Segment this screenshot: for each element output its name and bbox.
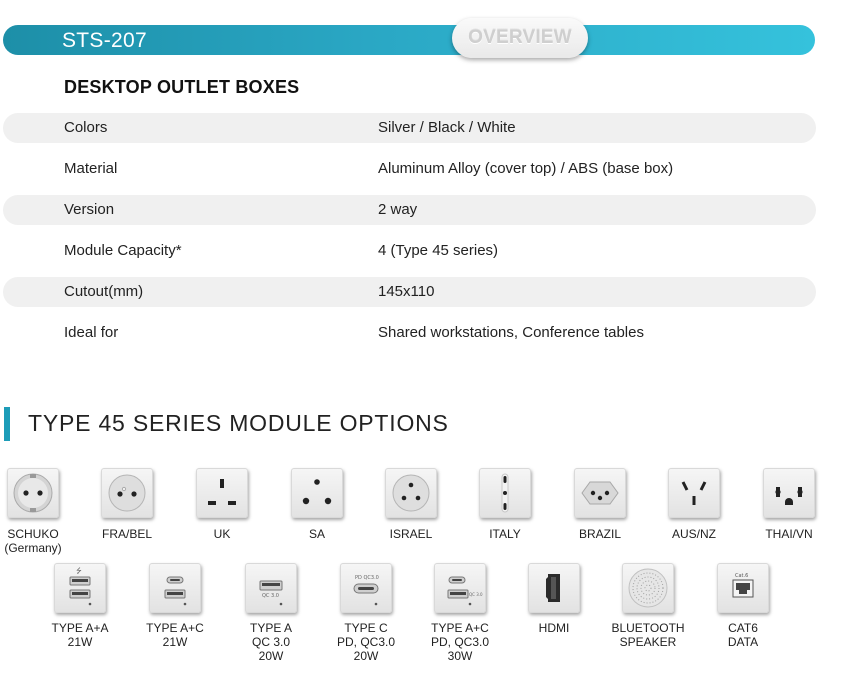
module-label-type-a-c-pd [412, 621, 508, 663]
module-tile-type-a-c[interactable] [149, 563, 201, 613]
model-title: STS-207 [62, 29, 147, 52]
module-tile-type-a-a[interactable] [54, 563, 106, 613]
module-tile-bluetooth-speaker[interactable] [622, 563, 674, 613]
module-label-line: HDMI [538, 621, 570, 635]
pd-badge-text: PD QC3.0 [355, 575, 379, 581]
qc-badge-text: QC 3.0 [469, 592, 483, 597]
module-tile-type-c-pd[interactable] [340, 563, 392, 613]
module-label-line: BLUETOOTH [611, 621, 685, 635]
spec-value: Silver / Black / White [378, 119, 516, 136]
module-tile-cat6-data[interactable] [717, 563, 769, 613]
svg-text:⭍: ⭍ [76, 567, 82, 575]
spec-row-version [3, 195, 816, 225]
spec-row-cutout [3, 277, 816, 307]
spec-row-colors [3, 113, 816, 143]
module-tile-brazil[interactable] [574, 468, 626, 518]
spec-value: 2 way [378, 201, 418, 218]
module-label-line: CAT6 [728, 621, 758, 635]
module-label-brazil [552, 527, 648, 541]
module-tile-sa[interactable] [291, 468, 343, 518]
module-label-line: AUS/NZ [671, 527, 716, 541]
israel-socket-icon [385, 468, 437, 518]
module-label-line: ISRAEL [389, 527, 433, 541]
module-label-hdmi [506, 621, 602, 635]
module-label-line: UK [213, 527, 231, 541]
spec-label: Colors [64, 119, 108, 136]
spec-value: Aluminum Alloy (cover top) / ABS (base box) [378, 160, 674, 177]
module-tile-fra-bel[interactable] [101, 468, 153, 518]
module-label-fra-bel [79, 527, 175, 541]
section-title: TYPE 45 SERIES MODULE OPTIONS [28, 410, 449, 436]
usb-a-c-pd-icon [434, 563, 486, 613]
spec-label: Module Capacity* [64, 242, 182, 259]
module-label-line: 20W [353, 649, 379, 663]
schuko-socket-icon [7, 468, 59, 518]
sa-socket-icon [291, 468, 343, 518]
spec-value: 4 (Type 45 series) [378, 242, 499, 259]
spec-label: Cutout(mm) [64, 283, 144, 300]
module-tile-aus-nz[interactable] [668, 468, 720, 518]
module-label-thai-vn [741, 527, 837, 541]
module-tile-type-a-qc[interactable] [245, 563, 297, 613]
cat6-badge-text: Cat.6 [735, 573, 749, 579]
module-label-line: PD, QC3.0 [430, 635, 490, 649]
module-label-line: 21W [67, 635, 93, 649]
module-label-line: SCHUKO [7, 527, 59, 541]
module-tile-schuko[interactable] [7, 468, 59, 518]
spec-row-module-capacity [3, 236, 816, 266]
spec-value: Shared workstations, Conference tables [378, 324, 644, 341]
module-label-type-c-pd [318, 621, 414, 663]
qc-badge-text: QC 3.0 [262, 593, 279, 599]
product-heading: DESKTOP OUTLET BOXES [64, 77, 300, 97]
spec-value: 145x110 [378, 283, 435, 300]
module-tile-type-a-c-pd[interactable] [434, 563, 486, 613]
spec-label: Ideal for [64, 324, 119, 341]
brazil-socket-icon [574, 468, 626, 518]
usb-a-qc-icon [245, 563, 297, 613]
module-label-schuko [0, 527, 81, 555]
module-label-type-a-qc [223, 621, 319, 663]
usb-c-pd-icon [340, 563, 392, 613]
module-label-line: THAI/VN [765, 527, 813, 541]
module-tile-italy[interactable] [479, 468, 531, 518]
module-label-sa [269, 527, 365, 541]
spec-row-ideal-for [3, 318, 816, 348]
module-label-line: TYPE A+C [146, 621, 204, 635]
hdmi-icon [528, 563, 580, 613]
tab-overview[interactable]: OVERVIEW [452, 18, 588, 58]
module-label-line: ITALY [489, 527, 521, 541]
module-label-line: DATA [727, 635, 759, 649]
module-label-line: TYPE C [344, 621, 388, 635]
module-label-italy [457, 527, 553, 541]
usb-a-a-icon [54, 563, 106, 613]
spec-row-material [3, 154, 816, 184]
module-tile-thai-vn[interactable] [763, 468, 815, 518]
module-label-line: TYPE A+C [431, 621, 489, 635]
module-label-line: FRA/BEL [101, 527, 152, 541]
aus-nz-socket-icon [668, 468, 720, 518]
module-tile-hdmi[interactable] [528, 563, 580, 613]
section-accent-bar [4, 407, 10, 441]
module-label-line: PD, QC3.0 [336, 635, 396, 649]
module-label-line: BRAZIL [578, 527, 621, 541]
module-label-bluetooth-speaker [600, 621, 696, 649]
module-label-line: (Germany) [4, 541, 62, 555]
module-label-line: SA [308, 527, 325, 541]
module-label-line: TYPE A+A [51, 621, 109, 635]
module-label-line: 21W [162, 635, 188, 649]
module-label-type-a-a [32, 621, 128, 649]
uk-socket-icon [196, 468, 248, 518]
module-label-line: 20W [258, 649, 284, 663]
thai-vn-socket-icon [763, 468, 815, 518]
module-label-uk [174, 527, 270, 541]
fra-bel-socket-icon [101, 468, 153, 518]
module-label-line: TYPE A [249, 621, 293, 635]
italy-socket-icon [479, 468, 531, 518]
cat6-data-icon [717, 563, 769, 613]
module-label-israel [363, 527, 459, 541]
module-label-line: 30W [447, 649, 473, 663]
bluetooth-speaker-icon [622, 563, 674, 613]
module-label-line: SPEAKER [619, 635, 677, 649]
module-label-line: QC 3.0 [251, 635, 290, 649]
module-tile-israel[interactable] [385, 468, 437, 518]
module-label-cat6-data [695, 621, 791, 649]
module-tile-uk[interactable] [196, 468, 248, 518]
usb-a-c-icon [149, 563, 201, 613]
spec-label: Version [64, 201, 115, 218]
module-label-aus-nz [646, 527, 742, 541]
module-label-type-a-c [127, 621, 223, 649]
spec-label: Material [64, 160, 118, 177]
